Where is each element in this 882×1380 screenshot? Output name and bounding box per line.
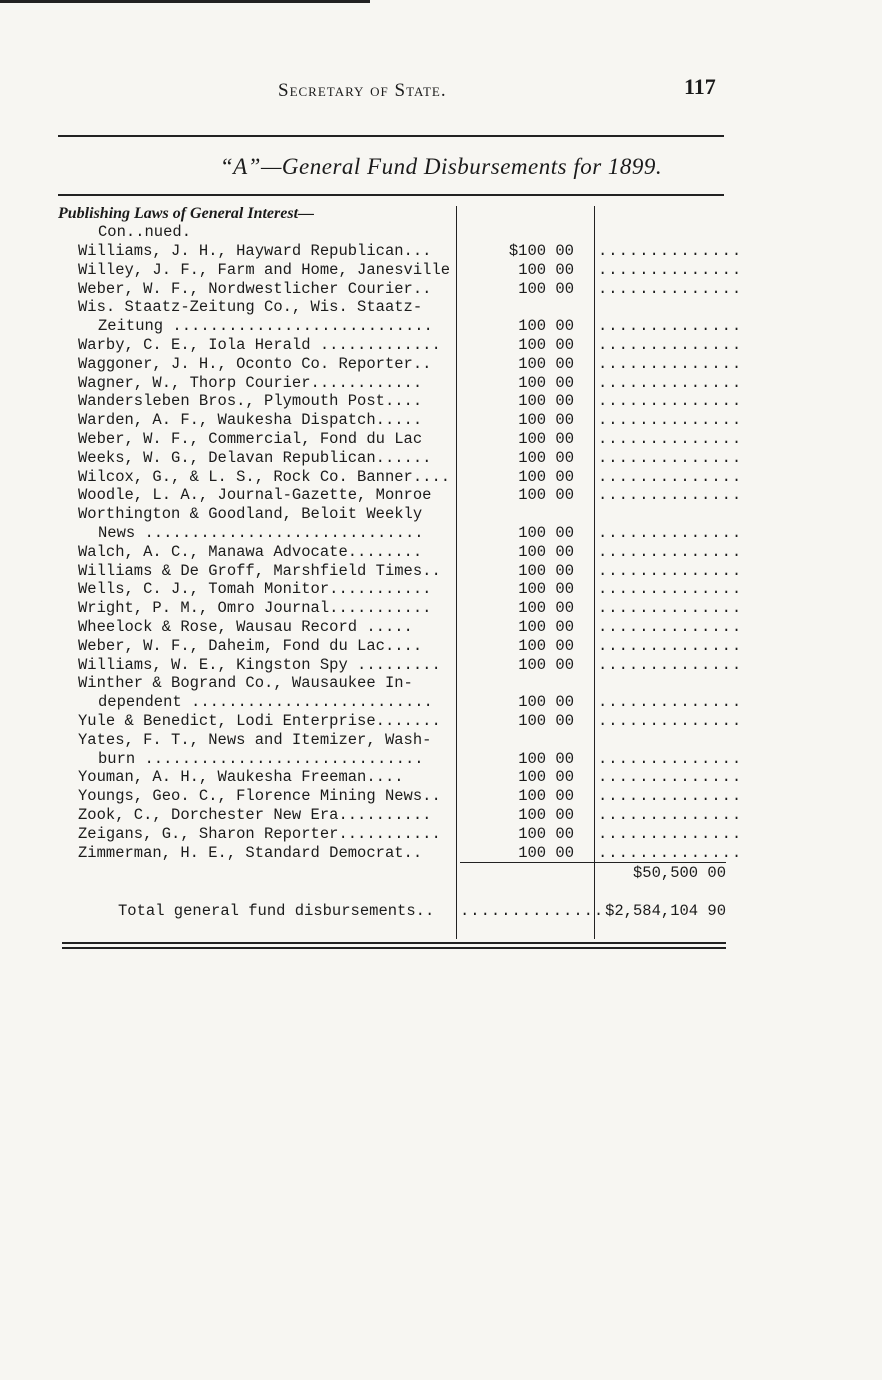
table-row bbox=[58, 618, 743, 637]
category-row bbox=[58, 204, 728, 223]
table-row bbox=[58, 411, 743, 430]
payee-name: Zeitung ............................ bbox=[98, 317, 433, 336]
payee-name: Waggoner, J. H., Oconto Co. Reporter.. bbox=[78, 354, 432, 373]
table-row bbox=[58, 674, 728, 693]
payee-name: Wandersleben Bros., Plymouth Post.... bbox=[78, 392, 423, 411]
dot-leader: .............. bbox=[598, 824, 743, 843]
payee-name: Warby, C. E., Iola Herald ............. bbox=[78, 336, 441, 354]
table-row bbox=[58, 354, 743, 374]
payee-name: Worthington & Goodland, Beloit Weekly bbox=[78, 505, 423, 524]
dot-leader: .............. bbox=[598, 279, 743, 298]
dot-leader: .............. bbox=[598, 712, 743, 730]
amount-cell: 100 00 bbox=[518, 260, 574, 279]
top-edge-rule bbox=[0, 0, 370, 3]
dot-leader: .............. bbox=[598, 524, 743, 542]
table-row bbox=[58, 298, 728, 317]
table-row bbox=[58, 768, 743, 787]
category-row-continued bbox=[58, 223, 728, 242]
table-row bbox=[58, 749, 743, 769]
amount-cell: 100 00 bbox=[518, 655, 574, 674]
table-row bbox=[58, 712, 743, 731]
amount-cell: $100 00 bbox=[508, 242, 574, 260]
table-row bbox=[58, 806, 743, 825]
amount-cell: 100 00 bbox=[518, 824, 574, 843]
dot-leader: .............. bbox=[598, 749, 743, 768]
table-row bbox=[58, 843, 743, 863]
dot-leader: .............. bbox=[598, 448, 743, 467]
payee-name: Yates, F. T., News and Itemizer, Wash- bbox=[78, 730, 432, 749]
payee-name: Youman, A. H., Waukesha Freeman.... bbox=[78, 768, 404, 787]
table-row bbox=[58, 655, 743, 675]
table-row bbox=[58, 561, 743, 581]
payee-name: Yule & Benedict, Lodi Enterprise....... bbox=[78, 712, 441, 730]
dot-leader: .............. bbox=[598, 354, 743, 373]
running-header: Secretary of State. bbox=[278, 80, 447, 101]
title-rule bbox=[58, 194, 724, 196]
table-row bbox=[58, 524, 743, 543]
category-continued: Con..nued. bbox=[98, 223, 192, 241]
amount-cell: 100 00 bbox=[518, 768, 574, 787]
payee-name: Williams, J. H., Hayward Republican... bbox=[78, 242, 432, 260]
dot-leader: .............. bbox=[598, 580, 743, 599]
table-row bbox=[58, 599, 743, 618]
table-row bbox=[58, 260, 743, 280]
amount-cell: 100 00 bbox=[518, 618, 574, 636]
amount-cell: 100 00 bbox=[518, 806, 574, 824]
amount-cell: 100 00 bbox=[518, 580, 574, 599]
payee-name: News .............................. bbox=[98, 524, 424, 542]
amount-cell: 100 00 bbox=[518, 524, 574, 542]
dot-leader: .............. bbox=[598, 260, 743, 279]
bottom-double-rule-2 bbox=[62, 947, 726, 949]
payee-name: Winther & Bogrand Co., Wausaukee In- bbox=[78, 674, 413, 693]
table-row bbox=[58, 242, 743, 261]
payee-name: Zook, C., Dorchester New Era.......... bbox=[78, 806, 432, 824]
table-row bbox=[58, 279, 743, 299]
payee-name: dependent .......................... bbox=[98, 693, 433, 712]
dot-leader: .............. bbox=[598, 467, 743, 486]
table-title: “A”—General Fund Disbursements for 1899. bbox=[219, 154, 663, 179]
dot-leader: .............. bbox=[598, 430, 743, 448]
payee-name: Wilcox, G., & L. S., Rock Co. Banner.... bbox=[78, 467, 451, 486]
table-row bbox=[58, 373, 743, 393]
table-row bbox=[58, 336, 743, 355]
payee-name: Wis. Staatz-Zeitung Co., Wis. Staatz- bbox=[78, 298, 423, 317]
amount-cell: 100 00 bbox=[518, 336, 574, 354]
table-row bbox=[58, 448, 743, 468]
payee-name: Weber, W. F., Daheim, Fond du Lac.... bbox=[78, 636, 423, 655]
payee-name: Wells, C. J., Tomah Monitor........... bbox=[78, 580, 432, 599]
dot-leader: .............. bbox=[598, 486, 743, 505]
payee-name: Weber, W. F., Commercial, Fond du Lac bbox=[78, 430, 423, 448]
dot-leader: .............. bbox=[598, 655, 743, 674]
dot-leader: .............. bbox=[598, 392, 743, 411]
payee-name: Williams, W. E., Kingston Spy ......... bbox=[78, 655, 441, 674]
dot-leader: .............. bbox=[598, 599, 743, 618]
amount-cell: 100 00 bbox=[518, 486, 574, 505]
table-row bbox=[58, 787, 743, 806]
dot-leader: .............. bbox=[598, 317, 743, 336]
dot-leader: .............. bbox=[598, 242, 743, 260]
dot-leader: .............. bbox=[598, 542, 743, 561]
amount-cell: 100 00 bbox=[518, 636, 574, 655]
table-row bbox=[58, 467, 743, 487]
payee-name: Willey, J. F., Farm and Home, Janesville bbox=[78, 260, 451, 279]
amount-cell: 100 00 bbox=[518, 561, 574, 580]
dot-leader: .............. bbox=[598, 636, 743, 655]
amount-cell: 100 00 bbox=[518, 693, 574, 712]
page-number: 117 bbox=[684, 74, 716, 99]
dot-leader: .............. bbox=[598, 373, 743, 392]
payee-name: Zimmerman, H. E., Standard Democrat.. bbox=[78, 843, 423, 862]
dot-leader: .............. bbox=[598, 806, 743, 824]
table-row bbox=[58, 542, 743, 562]
total-label: Total general fund disbursements.. bbox=[118, 902, 435, 921]
table-row bbox=[58, 505, 728, 524]
total-row bbox=[58, 902, 728, 921]
amount-cell: 100 00 bbox=[518, 467, 574, 486]
amount-cell: 100 00 bbox=[518, 430, 574, 448]
payee-name: Woodle, L. A., Journal-Gazette, Monroe bbox=[78, 486, 432, 505]
amount-cell: 100 00 bbox=[518, 448, 574, 467]
amount-cell: 100 00 bbox=[518, 392, 574, 411]
dot-leader: .............. bbox=[598, 336, 743, 354]
dot-leader: .............. bbox=[598, 843, 743, 862]
payee-name: Weber, W. F., Nordwestlicher Courier.. bbox=[78, 279, 432, 298]
subtotal-row bbox=[58, 864, 728, 883]
payee-name: Williams & De Groff, Marshfield Times.. bbox=[78, 561, 441, 580]
category-heading: Publishing Laws of General Interest— bbox=[58, 205, 315, 222]
dot-leader: .............. bbox=[598, 411, 743, 430]
table-row bbox=[58, 824, 743, 844]
amount-cell: 100 00 bbox=[518, 787, 574, 806]
subtotal-amount: $50,500 00 bbox=[632, 864, 726, 883]
amount-cell: 100 00 bbox=[518, 712, 574, 730]
payee-name: Youngs, Geo. C., Florence Mining News.. bbox=[78, 787, 441, 806]
bottom-double-rule-1 bbox=[62, 942, 726, 944]
amount-cell: 100 00 bbox=[518, 542, 574, 561]
table-row bbox=[58, 317, 743, 336]
table-row bbox=[58, 731, 728, 750]
table-row bbox=[58, 486, 743, 505]
table-row bbox=[58, 392, 743, 411]
table-row bbox=[58, 580, 743, 599]
payee-name: Zeigans, G., Sharon Reporter........... bbox=[78, 824, 441, 843]
dot-leader: .............. bbox=[598, 561, 743, 580]
payee-name: burn .............................. bbox=[98, 749, 424, 768]
amount-cell: 100 00 bbox=[518, 279, 574, 298]
amount-cell: 100 00 bbox=[518, 599, 574, 618]
payee-name: Weeks, W. G., Delavan Republican...... bbox=[78, 448, 432, 467]
total-amount: $2,584,104 90 bbox=[605, 902, 726, 921]
payee-name: Wagner, W., Thorp Courier............ bbox=[78, 373, 423, 392]
amount-cell: 100 00 bbox=[518, 843, 574, 862]
amount-cell: 100 00 bbox=[518, 749, 574, 768]
subtotal-rule bbox=[460, 862, 726, 863]
header-rule bbox=[58, 135, 724, 137]
payee-name: Walch, A. C., Manawa Advocate........ bbox=[78, 542, 423, 561]
payee-name: Wright, P. M., Omro Journal........... bbox=[78, 599, 432, 618]
dot-leader: .............. bbox=[598, 618, 743, 636]
amount-cell: 100 00 bbox=[518, 354, 574, 373]
table-row bbox=[58, 430, 743, 449]
table-row bbox=[58, 693, 743, 712]
amount-cell: 100 00 bbox=[518, 411, 574, 430]
dot-leader: .............. bbox=[598, 787, 743, 806]
amount-cell: 100 00 bbox=[518, 317, 574, 336]
dot-leader: .............. bbox=[598, 693, 743, 712]
table-row bbox=[58, 636, 743, 656]
total-dot-leader: .............. bbox=[460, 902, 605, 921]
dot-leader: .............. bbox=[598, 768, 743, 787]
payee-name: Warden, A. F., Waukesha Dispatch..... bbox=[78, 411, 423, 430]
payee-name: Wheelock & Rose, Wausau Record ..... bbox=[78, 618, 413, 636]
amount-cell: 100 00 bbox=[518, 373, 574, 392]
